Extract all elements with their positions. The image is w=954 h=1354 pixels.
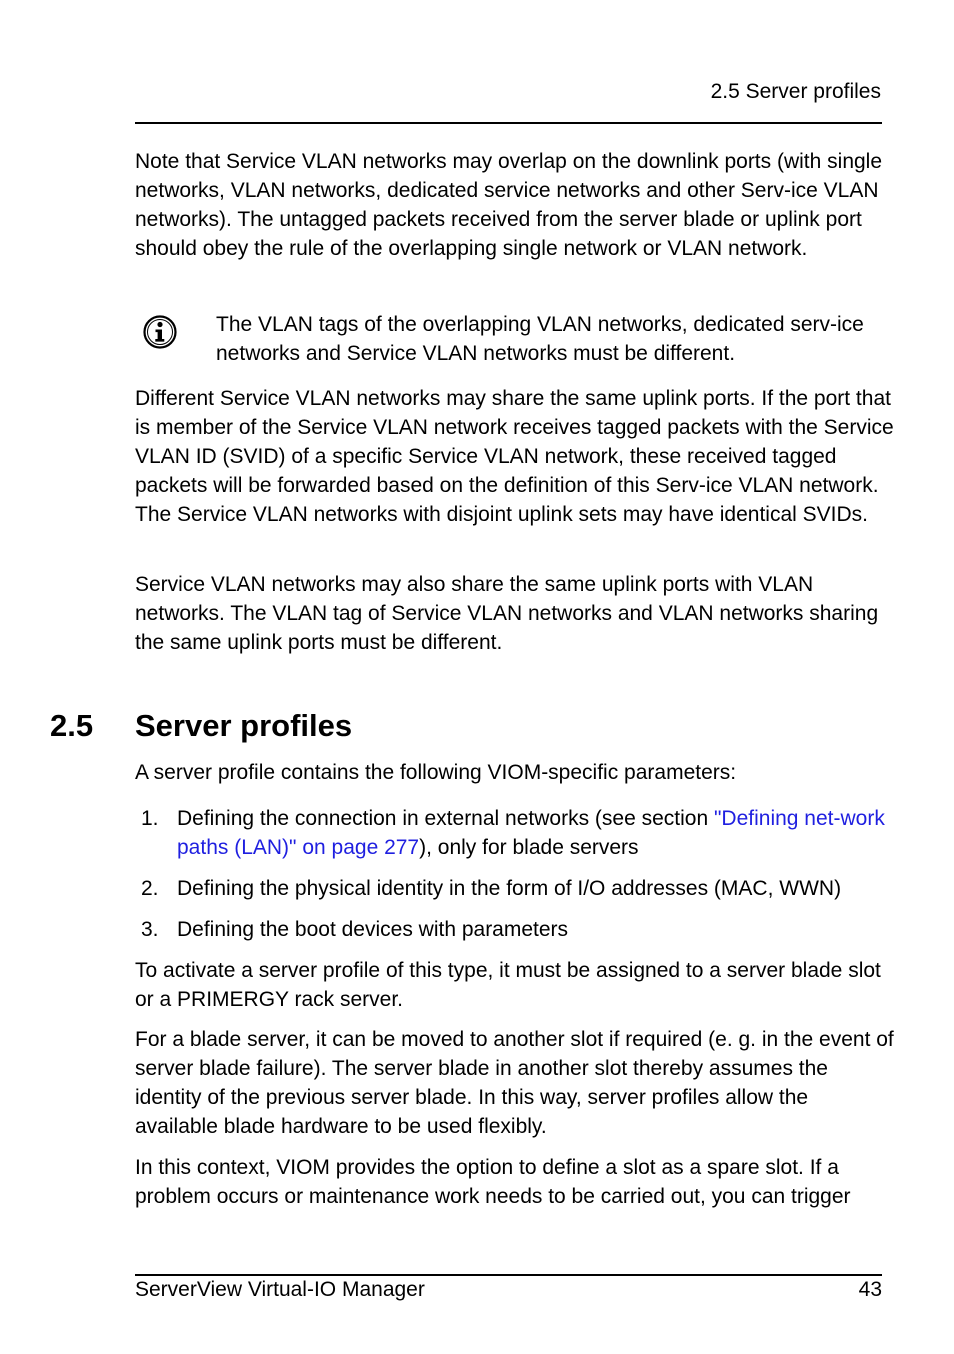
list-text: Defining the boot devices with parameters [177, 918, 569, 941]
list-text [177, 804, 895, 862]
list-number: 1. [141, 807, 159, 830]
footer-divider [135, 1274, 882, 1276]
cross-reference-link[interactable]: "Defining net-work paths (LAN)" on page 277 [177, 807, 885, 859]
list-item [135, 804, 895, 862]
note-text: The VLAN tags of the overlapping VLAN networks, dedicated serv-ice networks and Service VLAN networks must be different. [216, 313, 864, 365]
paragraph-overlap: Note that Service VLAN networks may overlap on the downlink ports (with single networks, VLAN networks, dedicated service networks and other Serv-ice VLAN networks). The untagged packets received from the server blade or uplink port should obey the rule of the overlapping single network or VLAN network. [135, 150, 883, 260]
paragraph-vlan-tags: Service VLAN networks may also share the same uplink ports with VLAN networks. The VLAN tag of Service VLAN networks and VLAN networks sharing the same uplink ports must be different. [135, 573, 879, 654]
list-number: 2. [141, 877, 159, 900]
section-intro: A server profile contains the following VIOM-specific parameters: [135, 761, 737, 784]
paragraph-shared-uplinks: Different Service VLAN networks may share the same uplink ports. If the port that is member of the Service VLAN network receives tagged packets with the Service VLAN ID (SVID) of a specific Service VLAN network, these received tagged packets will be forwarded based on the definition of this Serv-ice VLAN network. The Service VLAN networks with disjoint uplink sets may have identical SVIDs. [135, 387, 894, 526]
list-item [135, 874, 895, 903]
list-text: Defining the physical identity in the form of I/O addresses (MAC, WWN) [177, 877, 842, 900]
paragraph-blade-move: For a blade server, it can be moved to another slot if required (e. g. in the event of server blade failure). The server blade in another slot thereby assumes the identity of the previous server blade. In this way, server profiles allow the available blade hardware to be used flexibly. [135, 1028, 894, 1138]
page-number: 43 [858, 1278, 882, 1301]
list-text-before: Defining the connection in external networks (see section [177, 807, 714, 830]
info-icon [142, 314, 178, 350]
list-text-after: ), only for blade servers [419, 836, 639, 859]
list-number: 3. [141, 918, 159, 941]
list-item [135, 915, 895, 944]
section-heading [50, 706, 352, 746]
header-divider [135, 122, 882, 124]
paragraph-activate: To activate a server profile of this type, it must be assigned to a server blade slot or a PRIMERGY rack server. [135, 959, 881, 1011]
section-title: Server profiles [135, 708, 353, 743]
running-header: 2.5 Server profiles [710, 80, 881, 103]
section-number: 2.5 [50, 708, 94, 743]
paragraph-spare-slot: In this context, VIOM provides the option to define a slot as a spare slot. If a problem occurs or maintenance work needs to be carried out, you can trigger [135, 1156, 851, 1208]
footer-title: ServerView Virtual-IO Manager [135, 1278, 425, 1301]
